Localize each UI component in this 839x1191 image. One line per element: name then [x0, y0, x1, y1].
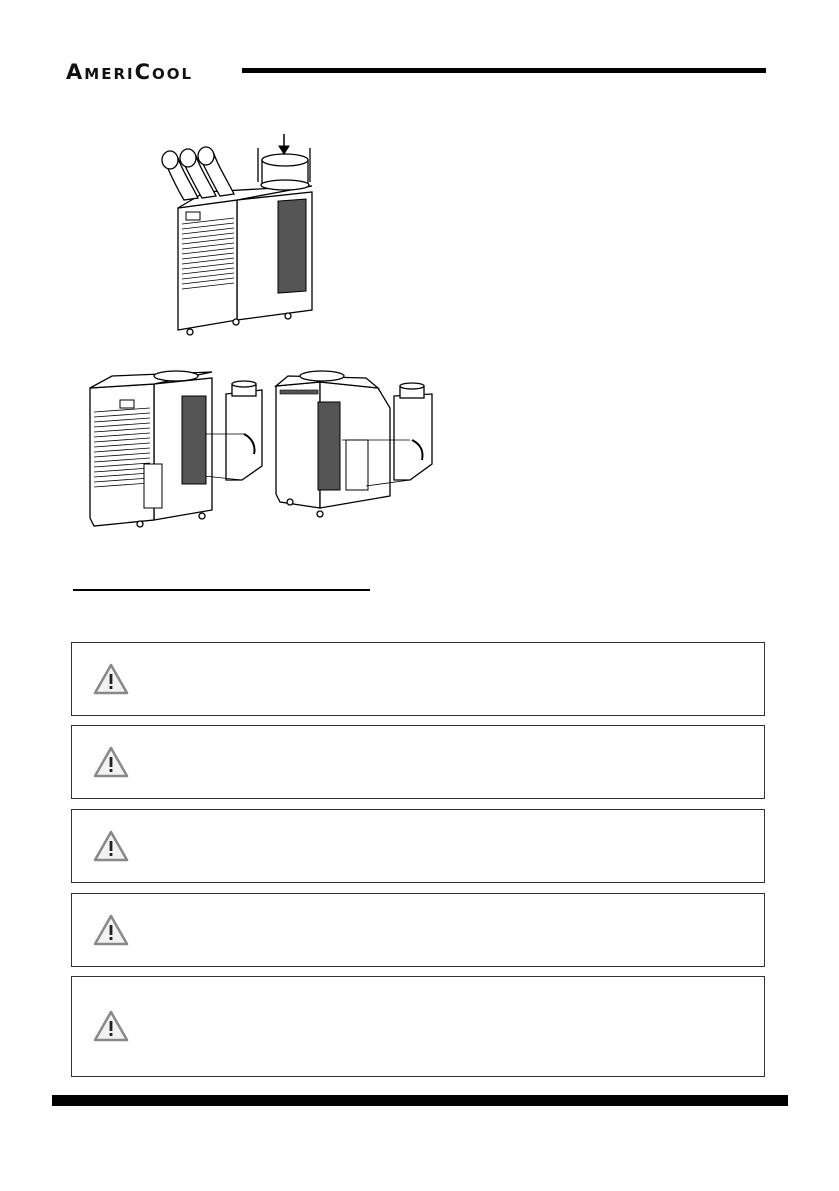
unit-side-duct-front-illustration — [84, 368, 264, 532]
footer-bar — [52, 1095, 788, 1106]
warning-box — [71, 893, 765, 967]
logo-letters: OOL — [152, 65, 194, 83]
section-heading-underline — [73, 589, 370, 591]
warning-triangle-icon — [93, 663, 129, 695]
logo-letter: A — [66, 60, 85, 84]
header-rule — [242, 68, 766, 73]
warning-triangle-icon — [93, 914, 129, 946]
brand-logo — [66, 60, 193, 86]
warning-box — [71, 976, 765, 1077]
unit-top-duct-illustration — [150, 130, 320, 356]
warning-box — [71, 642, 765, 716]
warning-box — [71, 725, 765, 799]
unit-side-duct-rear-illustration — [270, 368, 440, 518]
warning-triangle-icon — [93, 1010, 129, 1042]
warning-box — [71, 809, 765, 883]
warning-triangle-icon — [93, 830, 129, 862]
warning-triangle-icon — [93, 746, 129, 778]
logo-letters: MERI — [84, 65, 135, 83]
logo-letter: C — [134, 60, 152, 84]
